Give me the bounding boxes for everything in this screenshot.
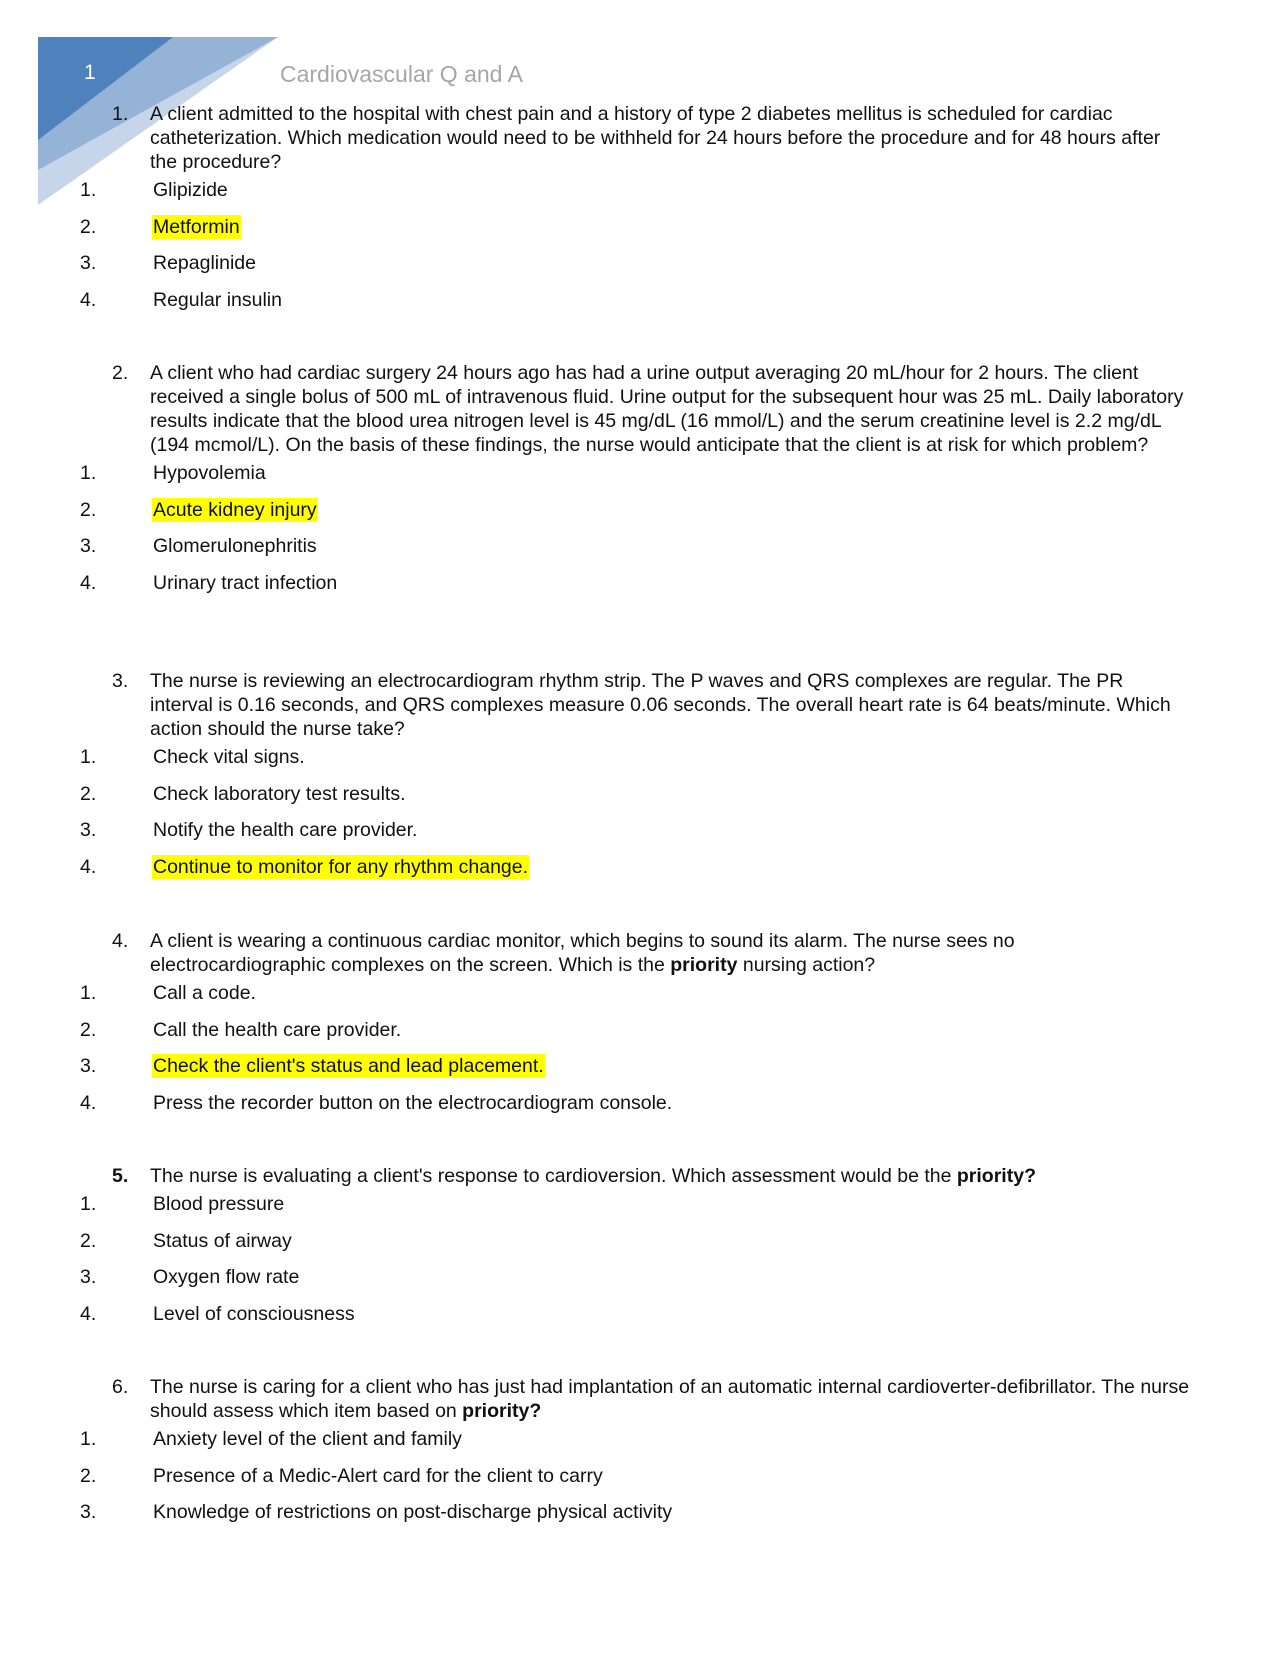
answer-list	[0, 174, 1280, 320]
answer-option	[0, 1087, 1280, 1124]
question-stem: The nurse is reviewing an electrocardiogram rhythm strip. The P waves and QRS complexes are regular. The PR interval is 0.16 seconds, and QRS complexes measure 0.06 seconds. The overall heart rate is 64 beats/minute. Which action should the nurse take?	[150, 670, 1171, 740]
answer-number: 1.	[80, 179, 97, 201]
answer-option	[0, 977, 1280, 1014]
correct-answer-text: Acute kidney injury	[153, 498, 317, 521]
answer-number: 3.	[80, 819, 97, 841]
question-text	[112, 1164, 1190, 1188]
question-number: 4.	[112, 930, 129, 952]
answer-text: Press the recorder button on the electrocardiogram console.	[153, 1091, 673, 1114]
question-6	[0, 1375, 1280, 1533]
question-2	[0, 361, 1280, 603]
document-title: Cardiovascular Q and A	[280, 61, 523, 87]
answer-text: Blood pressure	[153, 1193, 285, 1215]
question-stem: The nurse is evaluating a client's response to cardioversion. Which assessment would be the	[150, 1165, 957, 1187]
question-stem: A client who had cardiac surgery 24 hours ago has had a urine output averaging 20 mL/hour for 2 hours. The client received a single bolus of 500 mL of intravenous fluid. Urine output for the subsequent hour was 25 mL. Daily laboratory results indicate that the blood urea nitrogen level is 45 mg/dL (16 mmol/L) and the serum creatinine level is 2.2 mg/dL (194 mcmol/L). On the basis of these findings, the nurse would anticipate that the client is at risk for which problem?	[150, 362, 1184, 456]
answer-number: 4.	[80, 1302, 97, 1325]
answer-text: Status of airway	[153, 1229, 292, 1252]
answer-option	[0, 174, 1280, 211]
correct-answer-text: Check the client's status and lead placement.	[153, 1055, 544, 1077]
question-text	[112, 929, 1190, 977]
question-number: 5.	[112, 1165, 129, 1187]
answer-number: 4.	[80, 855, 97, 878]
answer-number: 3.	[80, 535, 97, 557]
answer-number: 3.	[80, 1266, 97, 1288]
question-text	[112, 361, 1190, 457]
question-number: 6.	[112, 1376, 129, 1398]
question-stem: A client is wearing a continuous cardiac monitor, which begins to sound its alarm. The nurse sees no electrocardiographic complexes on the screen. Which is the	[150, 930, 1015, 976]
answer-option	[0, 530, 1280, 567]
answer-text: Glomerulonephritis	[153, 535, 317, 557]
question-1	[0, 102, 1280, 320]
answer-text: Glipizide	[153, 179, 228, 201]
answer-number: 2.	[80, 1018, 97, 1041]
answer-text: Presence of a Medic-Alert card for the client to carry	[153, 1464, 603, 1487]
answer-text: Notify the health care provider.	[153, 819, 418, 841]
question-text	[112, 669, 1190, 741]
question-text	[112, 1375, 1190, 1423]
emphasis-text: priority?	[956, 1165, 1036, 1187]
answer-text: Hypovolemia	[153, 462, 266, 484]
question-5	[0, 1164, 1280, 1334]
question-4	[0, 929, 1280, 1123]
correct-answer-text: Metformin	[153, 215, 240, 238]
answer-option	[0, 1261, 1280, 1298]
answer-text: Check laboratory test results.	[153, 782, 406, 805]
answer-list	[0, 1423, 1280, 1533]
answer-option	[0, 1496, 1280, 1533]
answer-list	[0, 457, 1280, 603]
question-stem: A client admitted to the hospital with chest pain and a history of type 2 diabetes mellitus is scheduled for cardiac catheterization. Which medication would need to be withheld for 24 hours before the procedure and for 48 hours after the procedure?	[150, 103, 1161, 173]
question-number: 2.	[112, 362, 129, 384]
answer-number: 2.	[80, 782, 97, 805]
answer-option	[0, 1298, 1280, 1335]
answer-option	[0, 1188, 1280, 1225]
page-number: 1	[84, 61, 96, 84]
answer-text: Regular insulin	[153, 288, 282, 311]
answer-number: 4.	[80, 1091, 97, 1114]
answer-option	[0, 567, 1280, 604]
answer-number: 2.	[80, 1464, 97, 1487]
answer-option	[0, 247, 1280, 284]
answer-number: 2.	[80, 1229, 97, 1252]
answer-option	[0, 1050, 1280, 1087]
answer-text: Oxygen flow rate	[153, 1266, 300, 1288]
answer-option	[0, 1225, 1280, 1262]
answer-number: 1.	[80, 1428, 97, 1450]
answer-text: Level of consciousness	[153, 1302, 355, 1325]
answer-text: Repaglinide	[153, 252, 256, 274]
answer-option	[0, 494, 1280, 531]
answer-text: Anxiety level of the client and family	[153, 1428, 462, 1450]
answer-text: Call the health care provider.	[153, 1018, 402, 1041]
answer-text: Knowledge of restrictions on post-discharge physical activity	[153, 1501, 673, 1523]
answer-option	[0, 741, 1280, 778]
answer-option	[0, 284, 1280, 321]
answer-option	[0, 851, 1280, 888]
answer-text: Urinary tract infection	[153, 571, 338, 594]
answer-number: 1.	[80, 462, 97, 484]
answer-option	[0, 457, 1280, 494]
emphasis-text: priority	[670, 954, 738, 976]
answer-list	[0, 741, 1280, 887]
question-3	[0, 669, 1280, 887]
question-stem-end: nursing action?	[737, 954, 876, 976]
answer-number: 1.	[80, 746, 97, 768]
answer-number: 4.	[80, 288, 97, 311]
answer-option	[0, 778, 1280, 815]
answer-number: 3.	[80, 252, 97, 274]
answer-number: 3.	[80, 1055, 97, 1077]
answer-option	[0, 1460, 1280, 1497]
correct-answer-text: Continue to monitor for any rhythm change.	[153, 855, 529, 878]
answer-number: 1.	[80, 1193, 97, 1215]
answer-list	[0, 1188, 1280, 1334]
answer-number: 2.	[80, 498, 97, 521]
answer-number: 3.	[80, 1501, 97, 1523]
answer-option	[0, 211, 1280, 248]
question-number: 3.	[112, 670, 129, 692]
answer-text: Check vital signs.	[153, 746, 305, 768]
answer-option	[0, 1014, 1280, 1051]
answer-text: Call a code.	[153, 982, 256, 1004]
question-stem: The nurse is caring for a client who has just had implantation of an automatic internal cardioverter-defibrillator. The nurse should assess which item based on	[150, 1376, 1190, 1422]
question-text	[112, 102, 1190, 174]
answer-list	[0, 977, 1280, 1123]
emphasis-text: priority?	[462, 1400, 542, 1422]
question-number: 1.	[112, 103, 129, 125]
answer-option	[0, 1423, 1280, 1460]
answer-number: 4.	[80, 571, 97, 594]
answer-number: 1.	[80, 982, 97, 1004]
answer-option	[0, 814, 1280, 851]
answer-number: 2.	[80, 215, 97, 238]
